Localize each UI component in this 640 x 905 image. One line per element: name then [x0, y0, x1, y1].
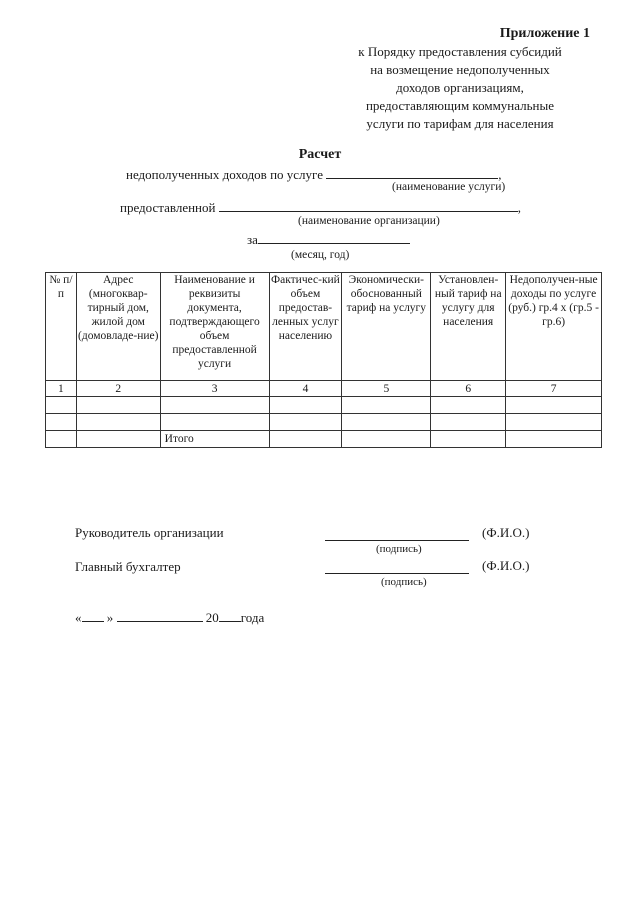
header-cell: Адрес (многоквар-тирный дом, жилой дом (домовладе-ние): [76, 273, 160, 381]
table-cell[interactable]: [46, 431, 77, 448]
service-name-caption: (наименование услуги): [392, 181, 506, 193]
organization-line-label: предоставленной: [120, 200, 216, 215]
table-cell[interactable]: [269, 397, 342, 414]
date-line: [75, 609, 264, 626]
appendix-line: доходов организациям,: [396, 80, 524, 95]
head-of-organization-label: Руководитель организации: [75, 525, 224, 540]
period-line-label: за: [247, 232, 258, 247]
table-cell[interactable]: [46, 414, 77, 431]
column-number-cell: 1: [46, 381, 77, 397]
table-row: [46, 397, 602, 414]
head-fio-label: (Ф.И.О.): [482, 525, 530, 540]
organization-line: [120, 199, 521, 216]
table-cell[interactable]: [506, 414, 602, 431]
table-cell[interactable]: [431, 431, 506, 448]
organization-name-caption: (наименование организации): [298, 215, 440, 227]
date-year-suffix: года: [240, 610, 265, 625]
table-cell[interactable]: [342, 431, 431, 448]
table-row: [46, 414, 602, 431]
period-line: [247, 231, 410, 248]
table-cell[interactable]: [506, 397, 602, 414]
period-field[interactable]: [258, 231, 410, 244]
column-number-cell: 2: [76, 381, 160, 397]
column-number-row: [46, 381, 602, 397]
date-month-field[interactable]: [117, 609, 203, 622]
appendix-subtitle: [330, 43, 590, 133]
appendix-line: предоставляющим коммунальные: [365, 98, 555, 113]
table-cell[interactable]: [431, 414, 506, 431]
table-cell[interactable]: [269, 431, 342, 448]
date-open-quote: «: [75, 610, 82, 625]
accountant-signature-line[interactable]: [325, 573, 469, 574]
service-line-comma: ,: [498, 167, 502, 182]
table-cell[interactable]: [506, 431, 602, 448]
service-line-label: недополученных доходов по услуге: [126, 167, 323, 182]
accountant-fio-label: (Ф.И.О.): [482, 558, 530, 573]
table-cell[interactable]: [160, 414, 269, 431]
header-cell: Недополучен-ные доходы по услуге (руб.) гр.4 х (гр.5 - гр.6): [506, 273, 602, 381]
table-cell[interactable]: [46, 397, 77, 414]
organization-name-field[interactable]: [219, 199, 518, 212]
calculation-title: Расчет: [298, 147, 342, 162]
service-name-field[interactable]: [326, 166, 498, 179]
table-cell[interactable]: [76, 431, 160, 448]
table-cell[interactable]: [342, 414, 431, 431]
total-label: Итого: [160, 431, 269, 448]
total-row: [46, 431, 602, 448]
table-cell[interactable]: [431, 397, 506, 414]
header-cell: Установлен-ный тариф на услугу для населения: [431, 273, 506, 381]
period-caption: (месяц, год): [291, 249, 350, 261]
date-year-prefix: 20: [205, 610, 219, 625]
appendix-line: на возмещение недополученных: [370, 62, 550, 77]
date-day-field[interactable]: [82, 609, 104, 622]
organization-line-comma: ,: [517, 200, 521, 215]
table-cell[interactable]: [76, 397, 160, 414]
column-number-cell: 5: [342, 381, 431, 397]
column-number-cell: 7: [506, 381, 602, 397]
column-number-cell: 4: [269, 381, 342, 397]
appendix-title: Приложение 1: [499, 26, 590, 41]
appendix-line: услуги по тарифам для населения: [366, 116, 554, 131]
header-cell: № п/п: [46, 273, 77, 381]
date-close-quote: »: [106, 610, 114, 625]
accountant-signature-caption: (подпись): [381, 576, 427, 588]
head-signature-line[interactable]: [325, 540, 469, 541]
table-cell[interactable]: [269, 414, 342, 431]
table-cell[interactable]: [342, 397, 431, 414]
header-cell: Экономически-обоснованный тариф на услугу: [342, 273, 431, 381]
appendix-line: к Порядку предоставления субсидий: [358, 44, 562, 59]
column-number-cell: 3: [160, 381, 269, 397]
table-cell[interactable]: [160, 397, 269, 414]
header-cell: Наименование и реквизиты документа, подтверждающего объем предоставленной услуги: [160, 273, 269, 381]
calculation-table: [45, 272, 602, 448]
chief-accountant-label: Главный бухгалтер: [75, 559, 181, 574]
date-year-field[interactable]: [219, 609, 241, 622]
header-cell: Фактичес-кий объем предостав-ленных услуг населению: [269, 273, 342, 381]
head-signature-caption: (подпись): [376, 543, 422, 555]
table-cell[interactable]: [76, 414, 160, 431]
column-number-cell: 6: [431, 381, 506, 397]
table-header-row: [46, 273, 602, 381]
